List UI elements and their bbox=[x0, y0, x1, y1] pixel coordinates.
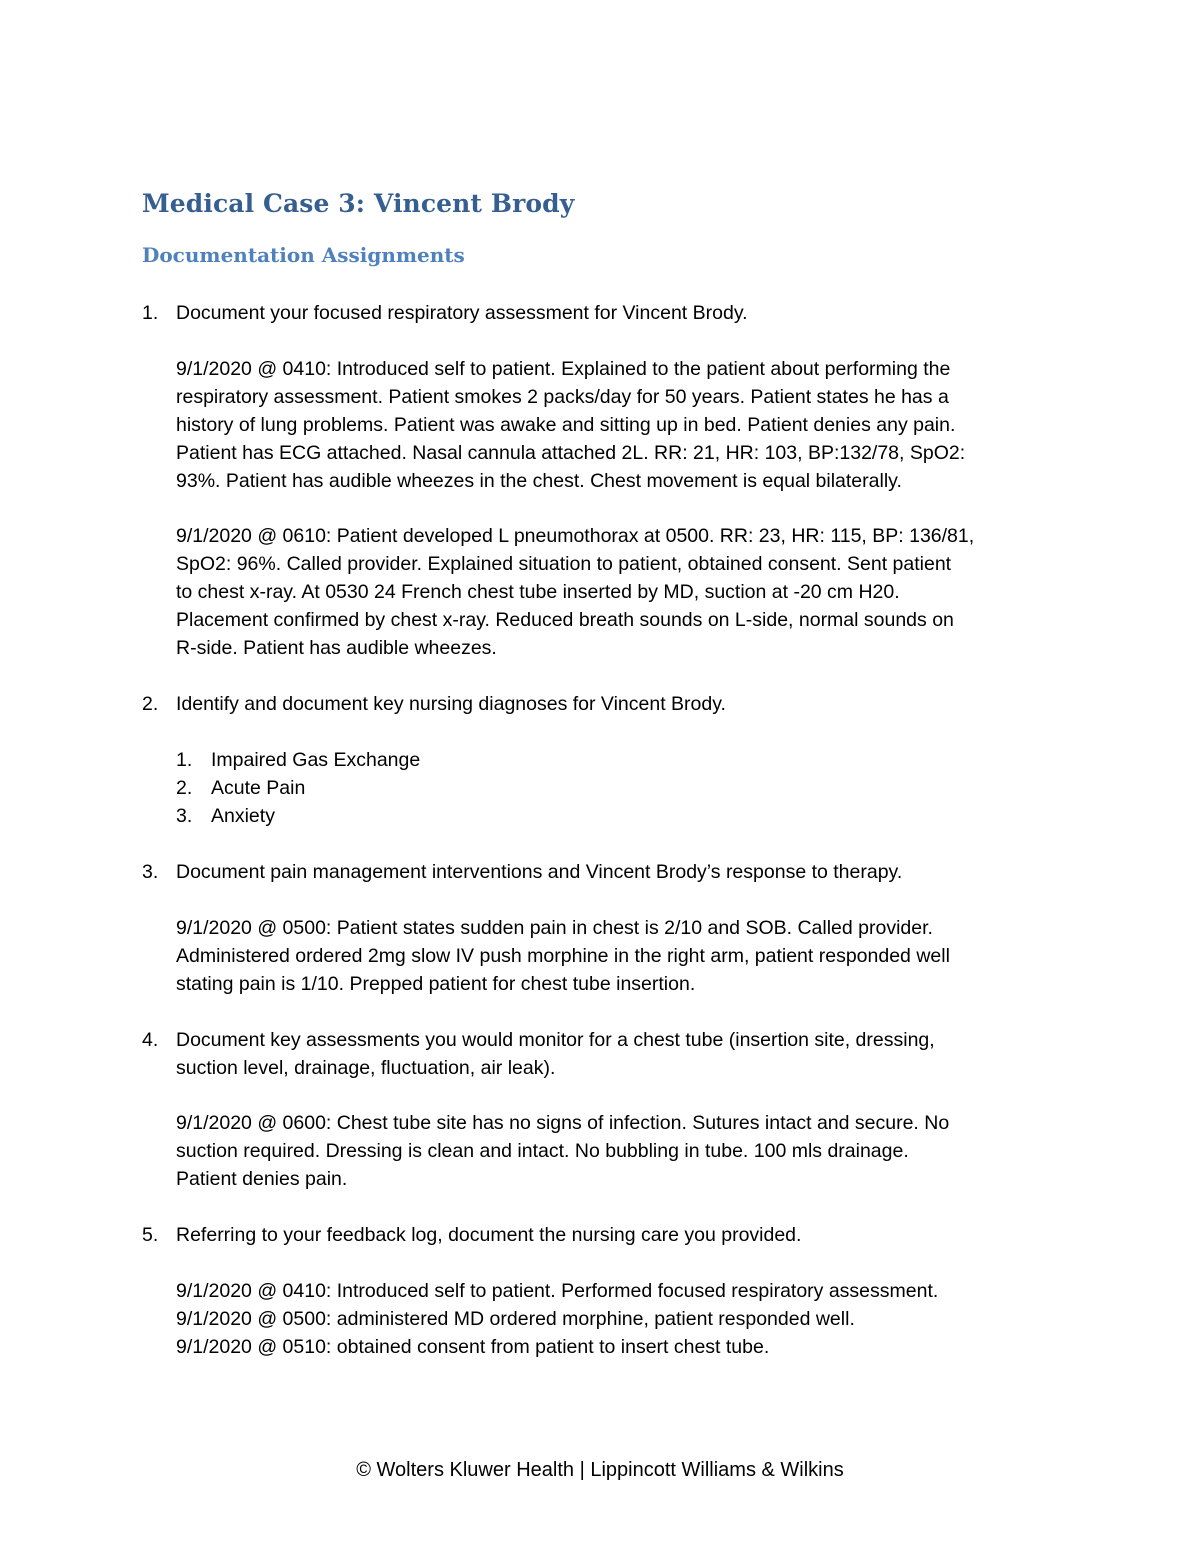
question-3-number: 3. bbox=[142, 861, 159, 883]
page-title: Medical Case 3: Vincent Brody bbox=[142, 189, 575, 218]
diagnosis-item: Anxiety bbox=[211, 805, 275, 827]
question-4-text bbox=[176, 1026, 935, 1082]
question-2-number: 2. bbox=[142, 693, 159, 715]
response-line: 9/1/2020 @ 0410: Introduced self to patient. Explained to the patient about performing the bbox=[176, 358, 951, 380]
question-3-response bbox=[176, 914, 950, 998]
section-heading: Documentation Assignments bbox=[142, 243, 465, 267]
diagnosis-item: Impaired Gas Exchange bbox=[211, 749, 421, 771]
response-line: Patient denies pain. bbox=[176, 1168, 348, 1190]
question-3-text: Document pain management interventions and Vincent Brody’s response to therapy. bbox=[176, 861, 903, 883]
response-line: 9/1/2020 @ 0610: Patient developed L pneumothorax at 0500. RR: 23, HR: 115, BP: 136/81, bbox=[176, 525, 975, 547]
copyright-footer: © Wolters Kluwer Health | Lippincott Williams & Wilkins bbox=[356, 1459, 844, 1481]
question-5-number: 5. bbox=[142, 1224, 159, 1246]
question-1-response-1 bbox=[176, 355, 965, 495]
response-line: Placement confirmed by chest x-ray. Reduced breath sounds on L-side, normal sounds on bbox=[176, 609, 954, 631]
response-line: R-side. Patient has audible wheezes. bbox=[176, 637, 497, 659]
diagnosis-number: 3. bbox=[176, 805, 193, 827]
response-line: 9/1/2020 @ 0500: Patient states sudden pain in chest is 2/10 and SOB. Called provider. bbox=[176, 917, 933, 939]
question-2-text: Identify and document key nursing diagnoses for Vincent Brody. bbox=[176, 693, 726, 715]
question-1-response-2 bbox=[176, 522, 974, 662]
response-line: suction required. Dressing is clean and intact. No bubbling in tube. 100 mls drainage. bbox=[176, 1140, 909, 1162]
response-line: 9/1/2020 @ 0600: Chest tube site has no signs of infection. Sutures intact and secure. No bbox=[176, 1112, 950, 1134]
question-line: suction level, drainage, fluctuation, air leak). bbox=[176, 1057, 556, 1079]
response-line: 9/1/2020 @ 0500: administered MD ordered morphine, patient responded well. bbox=[176, 1308, 855, 1330]
question-line: Document key assessments you would monitor for a chest tube (insertion site, dressing, bbox=[176, 1029, 935, 1051]
response-line: Patient has ECG attached. Nasal cannula attached 2L. RR: 21, HR: 103, BP:132/78, SpO2: bbox=[176, 442, 966, 464]
question-5-response bbox=[176, 1277, 938, 1361]
question-4-number: 4. bbox=[142, 1029, 159, 1051]
diagnosis-number: 2. bbox=[176, 777, 193, 799]
response-line: Administered ordered 2mg slow IV push morphine in the right arm, patient responded well bbox=[176, 945, 950, 967]
response-line: to chest x-ray. At 0530 24 French chest tube inserted by MD, suction at -20 cm H20. bbox=[176, 581, 900, 603]
diagnosis-number: 1. bbox=[176, 749, 193, 771]
response-line: 9/1/2020 @ 0510: obtained consent from patient to insert chest tube. bbox=[176, 1336, 770, 1358]
question-4-response bbox=[176, 1109, 949, 1193]
response-line: respiratory assessment. Patient smokes 2 packs/day for 50 years. Patient states he has a bbox=[176, 386, 949, 408]
response-line: 93%. Patient has audible wheezes in the chest. Chest movement is equal bilaterally. bbox=[176, 470, 902, 492]
diagnosis-item: Acute Pain bbox=[211, 777, 306, 799]
response-line: SpO2: 96%. Called provider. Explained situation to patient, obtained consent. Sent patient bbox=[176, 553, 952, 575]
response-line: 9/1/2020 @ 0410: Introduced self to patient. Performed focused respiratory assessment. bbox=[176, 1280, 939, 1302]
question-1-number: 1. bbox=[142, 302, 159, 324]
response-line: history of lung problems. Patient was awake and sitting up in bed. Patient denies any pain. bbox=[176, 414, 956, 436]
question-1-text: Document your focused respiratory assessment for Vincent Brody. bbox=[176, 302, 748, 324]
response-line: stating pain is 1/10. Prepped patient for chest tube insertion. bbox=[176, 973, 696, 995]
question-5-text: Referring to your feedback log, document the nursing care you provided. bbox=[176, 1224, 802, 1246]
